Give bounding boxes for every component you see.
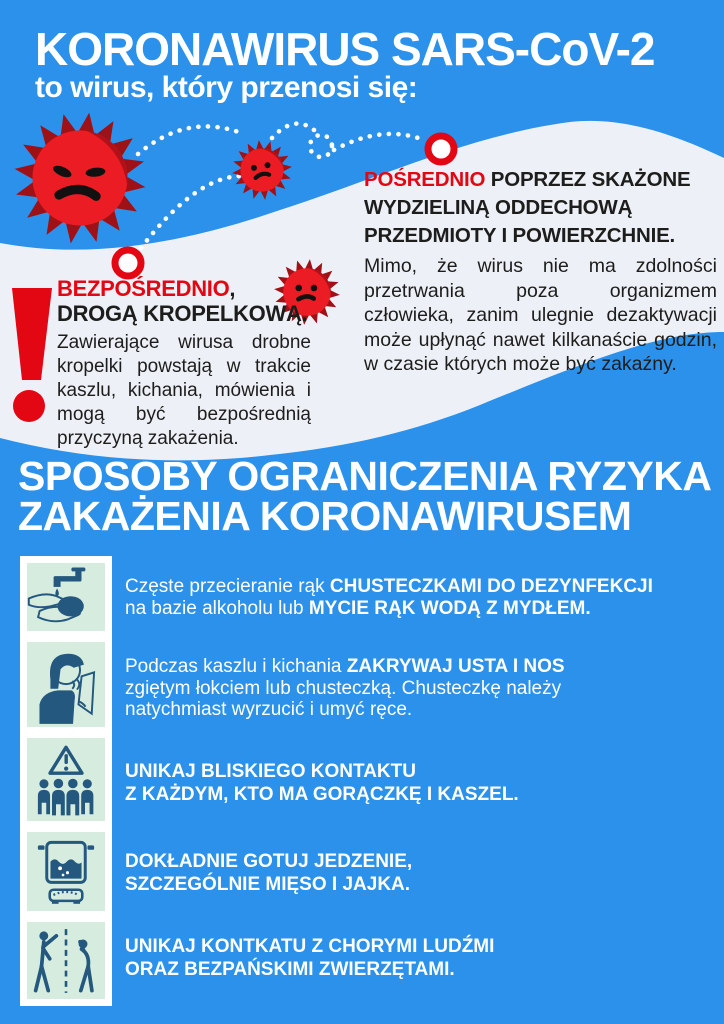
direct-marker-icon [115,250,141,276]
prevention-item-4-text: DOKŁADNIE GOTUJ JEDZENIE, SZCZEGÓLNIE MIĘSO I JAJKA. [125,851,413,895]
virus-medium-icon [229,137,295,203]
hand-washing-icon [27,563,105,631]
section-title-line2: ZAKAŻENIA KORONAWIRUSEM [18,493,632,539]
section-title [18,453,712,539]
prevention-item-2-text: Podczas kaszlu i kichania ZAKRYWAJ USTA I NOS zgiętym łokciem lub chusteczką. Chusteczkę należy natychmiast wyrzucić i umyć ręce. [125,656,565,720]
page-title: KORONAWIRUS SARS-CoV-2 [35,23,655,75]
avoid-crowd-icon [27,738,105,821]
page-subtitle: to wirus, który przenosi się: [35,71,418,104]
cook-food-icon [27,832,105,911]
indirect-transmission-block [364,166,717,377]
sick-person-figure [79,939,92,990]
indirect-marker-icon [428,136,454,162]
prevention-item-1-text: Częste przecieranie rąk CHUSTECZKAMI DO DEZYNFEKCJI na bazie alkoholu lub MYCIE RĄK WODĄ Z MYDŁEM. [125,576,653,619]
prevention-icon-column [20,556,112,1006]
section-title-line1: SPOSOBY OGRANICZENIA RYZYKA [18,453,712,499]
prevention-item-5-text: UNIKAJ KONTKATU Z CHORYMI LUDŹMI ORAZ BEZPAŃSKIMI ZWIERZĘTAMI. [125,936,495,980]
direct-body: Zawierające wirusa drobne kropelki powstają w trakcie kaszlu, kichania, mówienia i mogą być bezpośrednią przyczyną zakażenia. [57,332,311,449]
direct-heading: BEZPOŚREDNIO, DROGĄ KROPELKOWĄ. [57,276,308,326]
healthy-person-figure [36,931,57,990]
direct-transmission-block [57,276,311,451]
cough-into-tissue-icon [27,642,105,727]
virus-large-icon [5,103,154,252]
prevention-item-3-text: UNIKAJ BLISKIEGO KONTAKTU Z KAŻDYM, KTO MA GORĄCZKĘ I KASZEL. [125,761,519,805]
keep-distance-icon [27,922,105,999]
indirect-heading: POŚREDNIO POPRZEZ SKAŻONE WYDZIELINĄ ODDECHOWĄ PRZEDMIOTY I POWIERZCHNIE. [364,168,691,247]
indirect-body: Mimo, że wirus nie ma zdolności przetrwania poza organizmem człowieka, zanim ulegnie dezaktywacji może upłynąć nawet kilkanaście godzin, w czasie których może być zakaźny. [364,255,717,375]
crowd-figures [38,778,93,815]
